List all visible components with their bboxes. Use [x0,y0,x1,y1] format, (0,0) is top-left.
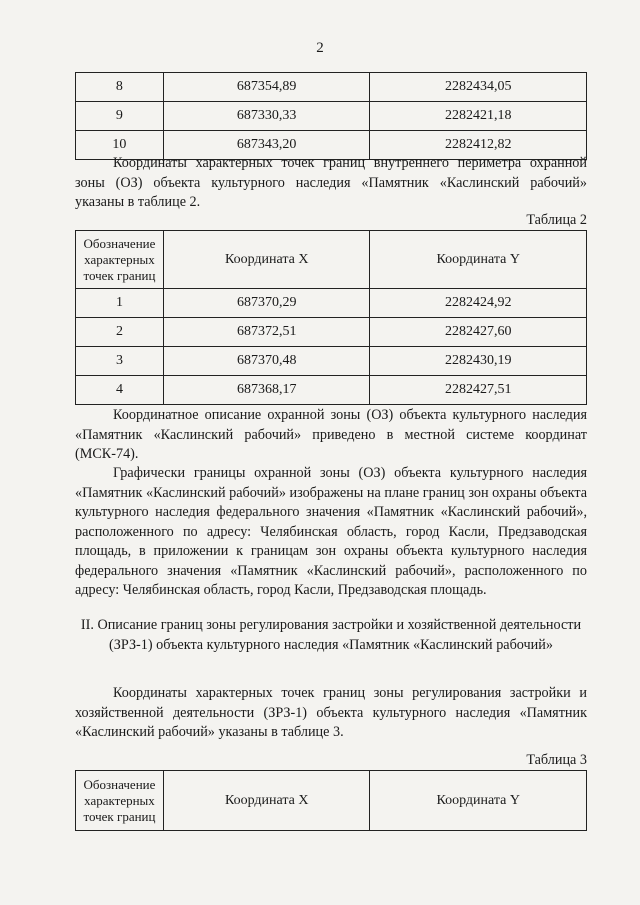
coordinate-y: 2282421,18 [370,102,587,131]
table-3-caption: Таблица 3 [526,752,587,768]
column-header-point: Обозначение характерных точек границ [76,771,164,831]
table-header-row [76,771,587,831]
coordinate-y: 2282424,92 [370,289,587,318]
coordinate-x: 687368,17 [163,376,370,405]
coordinate-x: 687330,33 [163,102,370,131]
paragraph-zrz-coordinates: Координаты характерных точек границ зоны регулирования застройки и хозяйственной деятельности (ЗРЗ-1) объекта культурного наследия «Памятник «Каслинский рабочий» указаны в таблице 3. [75,685,587,740]
coordinate-x: 687370,29 [163,289,370,318]
coordinate-y: 2282434,05 [370,73,587,102]
paragraph-graphic-borders: Графически границы охранной зоны (ОЗ) объекта культурного наследия «Памятник «Каслинский рабочий» изображены на плане границ зон охраны объекта культурного наследия федерального значения «Памятник «Каслинский рабочий», расположенного по адресу: Челябинская область, город Касли, Предзаводская площадь, в приложении к границам зон охраны объекта культурного наследия федерального значения «Памятник «Каслинский рабочий», расположенного по адресу: Челябинская область, город Касли, Предзаводская площадь. [75,465,587,598]
point-number: 9 [76,102,164,131]
table-row [76,376,587,405]
coordinate-x: 687354,89 [163,73,370,102]
column-header-point: Обозначение характерных точек границ [76,231,164,289]
column-header-x: Координата X [163,771,370,831]
table-header-row [76,231,587,289]
coordinate-y: 2282412,82 [370,131,587,160]
table-row [76,73,587,102]
point-number: 3 [76,347,164,376]
coordinate-y: 2282427,51 [370,376,587,405]
point-number: 1 [76,289,164,318]
column-header-y: Координата Y [370,231,587,289]
table-2-caption: Таблица 2 [526,212,587,228]
section-2-heading: II. Описание границ зоны регулирования застройки и хозяйственной деятельности (ЗРЗ-1) объекта культурного наследия «Памятник «Каслинский рабочий» [80,617,582,653]
table-row [76,318,587,347]
table-row [76,347,587,376]
table-row [76,102,587,131]
point-number: 10 [76,131,164,160]
point-number: 4 [76,376,164,405]
paragraph-inner-perimeter: Координаты характерных точек границ внутреннего периметра охранной зоны (ОЗ) объекта культурного наследия «Памятник «Каслинский рабочий» указаны в таблице 2. [75,155,587,210]
paragraph-coordinate-system: Координатное описание охранной зоны (ОЗ) объекта культурного наследия «Памятник «Каслинский рабочий» приведено в местной системе координат (МСК-74). [75,407,587,462]
page-number: 2 [316,40,324,56]
coordinate-x: 687370,48 [163,347,370,376]
coordinate-x: 687372,51 [163,318,370,347]
column-header-y: Координата Y [370,771,587,831]
point-number: 8 [76,73,164,102]
table-row [76,289,587,318]
coordinates-table-2 [75,230,587,405]
coordinate-x: 687343,20 [163,131,370,160]
coordinates-table-1 [75,72,587,160]
coordinates-table-3 [75,770,587,831]
coordinate-y: 2282427,60 [370,318,587,347]
point-number: 2 [76,318,164,347]
coordinate-y: 2282430,19 [370,347,587,376]
column-header-x: Координата X [163,231,370,289]
